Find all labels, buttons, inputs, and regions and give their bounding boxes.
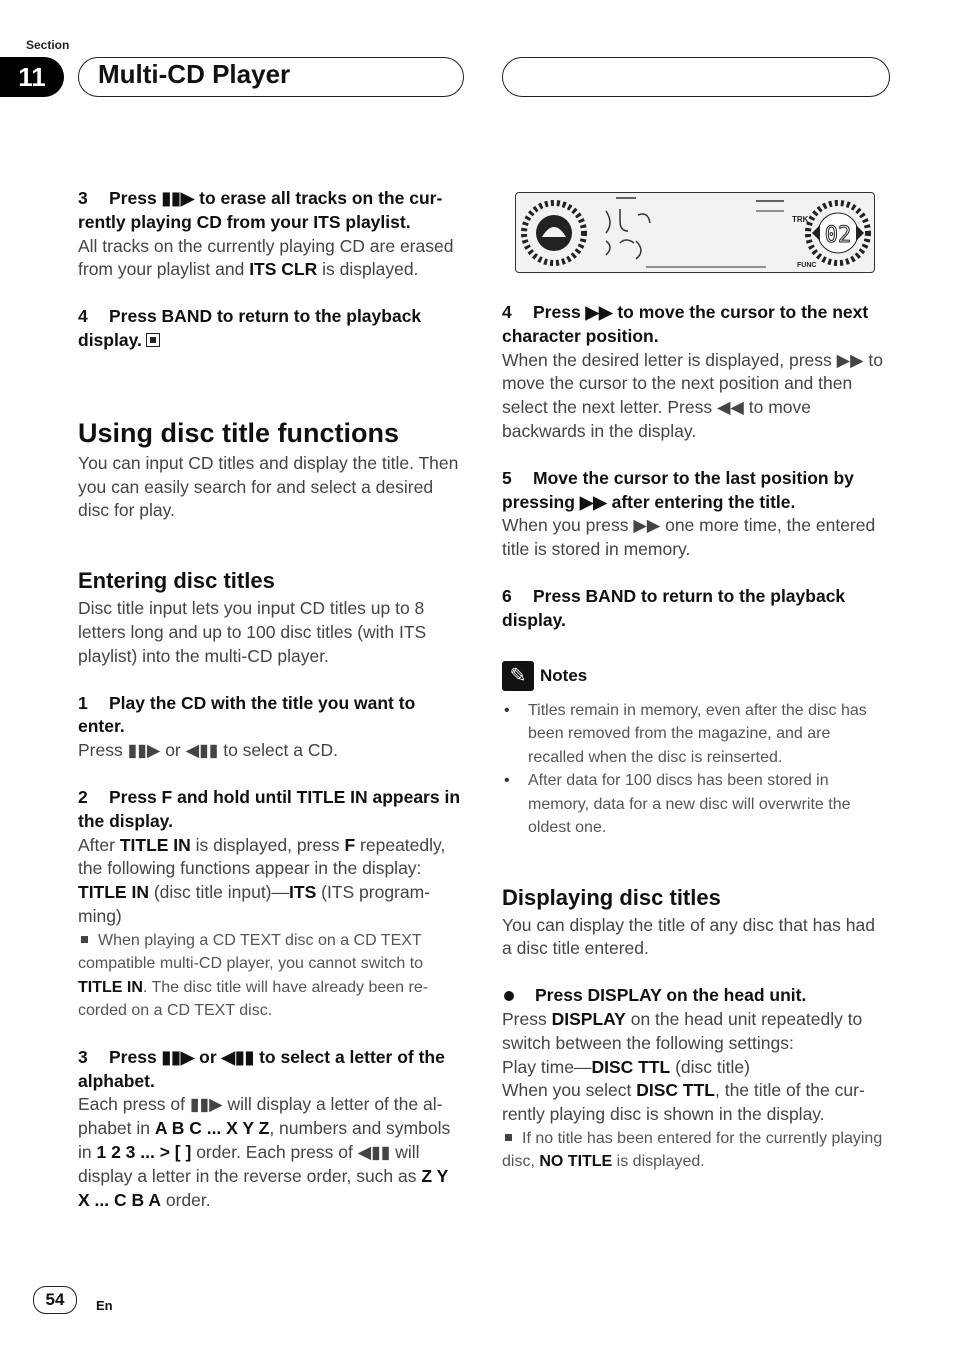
fast-forward-icon: ▶▶ (633, 515, 661, 536)
pencil-icon: ✎ (502, 661, 534, 691)
entering-body: Disc title input lets you input CD titles up to 8 letters long and up to 100 disc titles (with ITS playlist) into the multi-CD player. (78, 598, 427, 666)
section-label: Section (26, 38, 70, 52)
step-4-move-cursor: 4 Press ▶▶ to move the cursor to the next character position. (502, 302, 869, 346)
using-body: You can input CD titles and display the title. Then you can easily search for and select a desired disc for play. (78, 452, 459, 521)
play-pause-forward-icon: ▮▮▶ (161, 188, 195, 208)
step-4-band: 4 Press BAND to return to the playback display. (78, 306, 422, 350)
settings-line: Play time—DISC TTL (disc title) (502, 1056, 750, 1077)
rewind-pause-icon: ◀▮▮ (185, 740, 219, 761)
end-mark-icon (146, 333, 160, 347)
notes-list (502, 699, 888, 840)
fast-forward-icon: ▶▶ (836, 349, 864, 370)
square-bullet-icon (81, 936, 88, 943)
square-bullet-icon (505, 1134, 512, 1141)
fast-rewind-icon: ◀◀ (716, 397, 744, 418)
heading-displaying-disc-titles: Displaying disc titles (502, 884, 721, 910)
chapter-title: Multi-CD Player (98, 59, 291, 89)
step-3-select-letter: 3 Press ▮▮▶ or ◀▮▮ to select a letter of the alphabet. (78, 1046, 445, 1091)
heading-entering-disc-titles: Entering disc titles (78, 568, 275, 594)
section-number-badge: 11 (0, 57, 64, 97)
right-column (502, 301, 888, 1174)
step-4-body: When the desired letter is displayed, press ▶▶ to move the cursor to the next position and then select the next letter. Press ◀◀ to move backwards in the display. (502, 349, 884, 441)
rewind-pause-icon: ◀▮▮ (221, 1046, 255, 1067)
note-item: • Titles remain in memory, even after the disc has been removed from the magazine, and are recalled when the disc is reinserted. (502, 699, 888, 770)
step-5-body: When you press ▶▶ one more time, the entered title is stored in memory. (502, 515, 876, 560)
lcd-graphic (516, 193, 874, 272)
step-press-display: Press DISPLAY on the head unit. (502, 984, 888, 1008)
right-header-frame (502, 57, 890, 97)
step-3b-body: Each press of ▮▮▶ will display a letter of the alphabet in A B C ... X Y Z, numbers and symbols in 1 2 3 ... > [ ] order. Each press of ◀▮▮ will display a letter in the reverse order, such as Z Y X ... C B A order. (78, 1094, 451, 1210)
rewind-pause-icon: ◀▮▮ (357, 1141, 391, 1162)
left-column (78, 187, 464, 1212)
bullet-dot-icon (504, 991, 514, 1001)
step-1-body: Press ▮▮▶ or ◀▮▮ to select a CD. (78, 740, 338, 761)
fast-forward-icon: ▶▶ (585, 302, 613, 322)
note-item: • After data for 100 discs has been stored in memory, data for a new disc will overwrite the oldest one. (502, 769, 888, 840)
step-1-play: 1 Play the CD with the title you want to enter. (78, 692, 416, 737)
heading-using-disc-title: Using disc title functions (78, 417, 400, 448)
play-pause-forward-icon: ▮▮▶ (161, 1046, 195, 1067)
step-3-body: All tracks on the currently playing CD are erased from your playlist and ITS CLR is displayed. (78, 235, 454, 280)
notes-header: ✎ Notes (502, 661, 888, 691)
lcd-trk-label: TRK (792, 215, 809, 224)
step-2-body: After TITLE IN is displayed, press F repeatedly, the following functions appear in the display: TITLE IN (disc title input)—ITS (ITS programming) (78, 834, 446, 926)
display-body: Press DISPLAY on the head unit repeatedly to switch between the following settings: (502, 1008, 863, 1053)
lcd-track-number: 02 (824, 223, 852, 248)
lcd-func-label: FUNC (797, 262, 817, 269)
step-2-press-f: 2 Press F and hold until TITLE IN appears in the display. (78, 786, 461, 831)
displaying-body: You can display the title of any disc that has had a disc title entered. (502, 914, 875, 959)
play-pause-forward-icon: ▮▮▶ (127, 740, 161, 761)
language-label: En (96, 1298, 113, 1313)
fast-forward-icon: ▶▶ (579, 491, 607, 512)
step-6-band: 6 Press BAND to return to the playback display. (502, 585, 846, 630)
no-title-note: If no title has been entered for the currently playing disc, NO TITLE is displayed. (502, 1129, 883, 1171)
step-2-note: When playing a CD TEXT disc on a CD TEXT compatible multi-CD player, you cannot switch to TITLE IN. The disc title will have already been recorded on a CD TEXT disc. (78, 931, 429, 1020)
page-number: 54 (33, 1286, 77, 1314)
step-5-last-position: 5 Move the cursor to the last position by pressing ▶▶ after entering the title. (502, 467, 854, 512)
lcd-display-illustration (515, 192, 875, 273)
select-line: When you select DISC TTL, the title of the currently playing disc is shown in the display. (502, 1080, 865, 1125)
play-pause-forward-icon: ▮▮▶ (189, 1094, 223, 1115)
step-3-erase: 3 Press ▮▮▶ to erase all tracks on the currently playing CD from your ITS playlist. (78, 188, 443, 232)
